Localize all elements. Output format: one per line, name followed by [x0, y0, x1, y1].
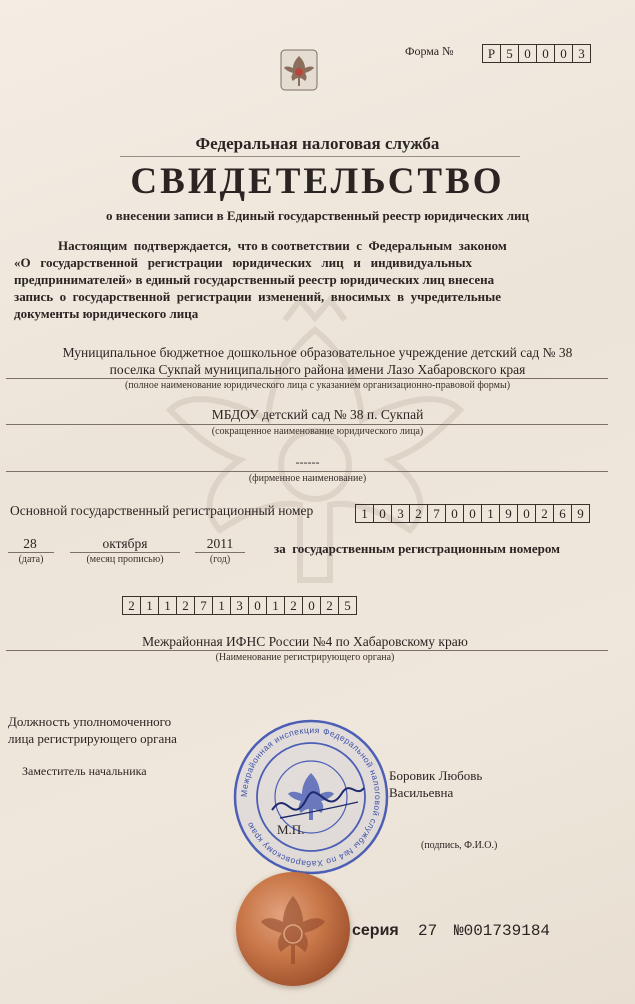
date-year-caption: (год) — [209, 554, 231, 565]
signer-name-line1: Боровик Любовь — [389, 768, 483, 783]
form-code-boxes — [483, 44, 591, 63]
grn-digit: 0 — [302, 596, 321, 615]
entity-brand-name: ------ — [295, 455, 320, 469]
position-title: Заместитель начальника — [22, 764, 147, 778]
signature-caption: (подпись, Ф.И.О.) — [421, 840, 498, 851]
series-label: серия — [352, 922, 399, 939]
ogrn-digit: 2 — [535, 504, 554, 523]
ogrn-digit: 7 — [427, 504, 446, 523]
ogrn-digit: 0 — [517, 504, 536, 523]
ogrn-digit: 1 — [355, 504, 374, 523]
grn-digit: 5 — [338, 596, 357, 615]
grn-digit: 1 — [266, 596, 285, 615]
ogrn-label: Основной государственный регистрационный номер — [10, 503, 314, 518]
document-title: СВИДЕТЕЛЬСТВО — [130, 161, 505, 202]
authority-name: Межрайонная ИФНС России №4 по Хабаровскому краю — [142, 634, 468, 649]
date-year: 2011 — [206, 536, 234, 551]
underline — [6, 424, 608, 425]
signer-name-line2: Васильевна — [389, 785, 454, 800]
date-day: 28 — [23, 536, 37, 551]
series-region: 27 — [418, 922, 438, 940]
brand-name-caption: (фирменное наименование) — [248, 473, 367, 484]
short-name-caption: (сокращенное наименование юридического лица) — [211, 426, 424, 437]
ogrn-number-boxes — [356, 504, 590, 523]
form-code-digit: 0 — [518, 44, 537, 63]
ogrn-digit: 1 — [481, 504, 500, 523]
entity-short-name: МБДОУ детский сад № 38 п. Сукпай — [211, 407, 424, 422]
stamp-text: Межрайонная инспекция Федеральной налоговой службы №4 по Хабаровскому краю — [238, 724, 384, 870]
grn-number-boxes — [123, 596, 357, 615]
grn-intro-text: за государственным регистрационным номером — [274, 541, 560, 556]
ogrn-digit: 9 — [571, 504, 590, 523]
grn-digit: 2 — [284, 596, 303, 615]
date-month: октября — [102, 536, 148, 551]
series-number: №001739184 — [454, 922, 551, 940]
ogrn-digit: 6 — [553, 504, 572, 523]
agency-title: Федеральная налоговая служба — [195, 134, 440, 153]
date-day-caption: (дата) — [18, 554, 44, 565]
underline — [6, 650, 608, 651]
underline — [6, 378, 608, 379]
body-line: «О государственной регистрации юридических лиц и индивидуальных — [14, 255, 472, 270]
hologram-eagle-icon — [236, 872, 350, 986]
grn-digit: 1 — [140, 596, 159, 615]
entity-full-name: Муниципальное бюджетное дошкольное образовательное учреждение детский сад № 38 — [62, 345, 573, 360]
body-paragraph — [14, 237, 610, 322]
grn-digit: 0 — [248, 596, 267, 615]
ogrn-digit: 3 — [391, 504, 410, 523]
full-name-caption: (полное наименование юридического лица с указанием организационно-правовой формы) — [124, 380, 511, 391]
body-line: Настоящим подтверждается, что в соответствии с Федеральным законом — [58, 238, 507, 253]
position-label-line2: лица регистрирующего органа — [8, 731, 177, 746]
grn-digit: 3 — [230, 596, 249, 615]
seal-place-mark: М.П. — [277, 822, 305, 837]
coat-of-arms-icon — [279, 48, 319, 92]
form-label: Форма № — [405, 44, 454, 58]
official-stamp-icon — [232, 718, 390, 876]
form-code-digit: 5 — [500, 44, 519, 63]
position-label-line1: Должность уполномоченного — [8, 714, 172, 729]
ogrn-digit: 2 — [409, 504, 428, 523]
form-code-digit: 0 — [536, 44, 555, 63]
body-line: документы юридического лица — [14, 306, 199, 321]
document-subtitle: о внесении записи в Единый государственный реестр юридических лиц — [105, 208, 529, 223]
form-code-digit: 3 — [572, 44, 591, 63]
hologram-seal — [236, 872, 350, 986]
grn-digit: 1 — [212, 596, 231, 615]
form-code-digit: Р — [482, 44, 501, 63]
authority-caption: (Наименование регистрирующего органа) — [215, 652, 395, 663]
date-month-caption: (месяц прописью) — [86, 554, 164, 565]
ogrn-digit: 0 — [463, 504, 482, 523]
form-code-digit: 0 — [554, 44, 573, 63]
body-line: запись о государственной регистрации изменений, вносимых в учредительные — [14, 289, 502, 304]
body-line: предпринимателей» в единый государственный реестр юридических лиц внесена — [14, 272, 495, 287]
grn-digit: 1 — [158, 596, 177, 615]
grn-digit: 7 — [194, 596, 213, 615]
grn-digit: 2 — [176, 596, 195, 615]
grn-digit: 2 — [122, 596, 141, 615]
grn-digit: 2 — [320, 596, 339, 615]
underline — [70, 552, 180, 553]
entity-full-name-line2: поселка Сукпай муниципального района имени Лазо Хабаровского края — [109, 362, 526, 377]
underline — [8, 552, 54, 553]
ogrn-digit: 0 — [373, 504, 392, 523]
ogrn-digit: 9 — [499, 504, 518, 523]
underline — [6, 471, 608, 472]
divider — [120, 156, 520, 157]
ogrn-digit: 0 — [445, 504, 464, 523]
underline — [195, 552, 245, 553]
